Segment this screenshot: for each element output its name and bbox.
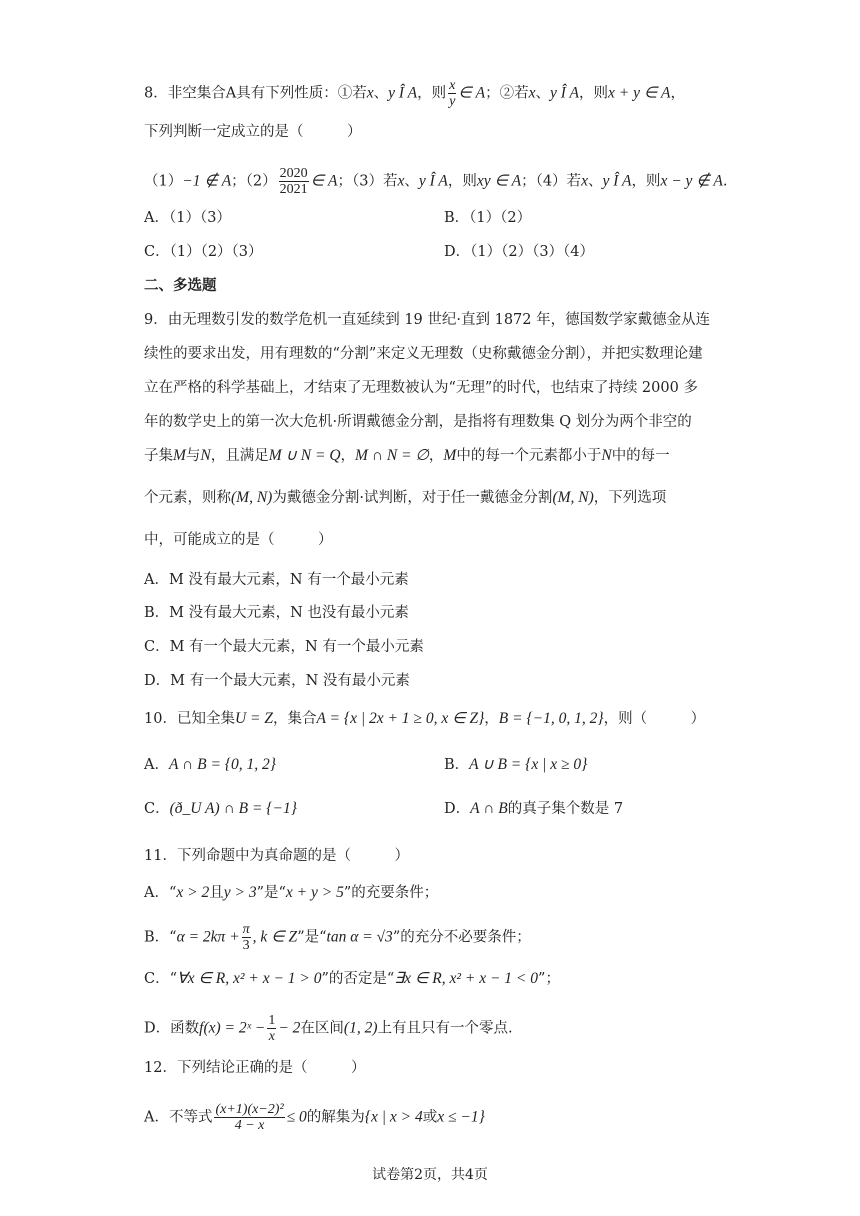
q9-option-d: D．M 有一个最大元素，N 没有最小元素 <box>144 673 410 689</box>
q8-option-a: A．（1）（3） <box>144 210 231 226</box>
q8-statements: （1）−1 ∉ A；（2） $\frac{2020}{2021}$ ∈ A；（3）若x、y Î A，则xy ∈ A；（4）若x、y Î A，则x − y ∉ A. <box>144 166 728 197</box>
q12-stem: 12．下列结论正确的是（ ） <box>144 1060 366 1076</box>
q8-option-c: C．（1）（2）（3） <box>144 244 263 260</box>
section-heading-multiple-choice: 二、多选题 <box>144 278 217 294</box>
q9-option-c: C．M 有一个最大元素，N 有一个最小元素 <box>144 639 424 655</box>
q11-option-a: A．“x > 2且y > 3”是“x + y > 5”的充要条件； <box>144 884 439 901</box>
fraction-2020-over-2021: $\frac{2020}{2021}$ <box>279 166 308 197</box>
page-footer: 试卷第2页，共4页 <box>372 1167 488 1183</box>
q11-stem: 11．下列命题中为真命题的是（ ） <box>144 848 409 864</box>
q10-stem: 10．已知全集U = Z，集合A = {x | 2x + 1 ≥ 0, x ∈ Z}，B = {−1, 0, 1, 2}，则（ ） <box>144 710 706 727</box>
fraction-pi-over-3: $\frac{\pi}{3}$ <box>242 922 250 953</box>
q12-option-a: A．不等式 $\frac{\text{(x+1)(x−2)²}}{4 - x}$ ≤ 0的解集为{x | x > 4或x ≤ −1} <box>144 1102 485 1133</box>
q11-option-d: D．函数f(x) = 2ˣ − $\frac{1}{x}$ − 2在区间(1, 2)上有且只有一个零点. <box>144 1013 513 1044</box>
q8-stem-line1: 8．非空集合A具有下列性质：①若x、y Î A，则 $\frac{x}{y}$ ∈ A；②若x、y Î A，则x + y ∈ A， <box>144 78 685 109</box>
fraction-inequality: $\frac{\text{(x+1)(x−2)²}}{4 - x}$ <box>215 1102 284 1133</box>
q9-option-a: A．M 没有最大元素，N 有一个最小元素 <box>144 572 409 588</box>
q9-line5: 子集M与N，且满足M ∪ N = Q，M ∩ N = ∅，M中的每一个元素都小于N中的每一 <box>144 447 670 464</box>
q10-option-b: B．A ∪ B = {x | x ≥ 0} <box>444 756 588 773</box>
q9-line6: 个元素，则称(M, N)为戴德金分割·试判断，对于任一戴德金分割(M, N)，下列选项 <box>144 489 667 506</box>
q9-option-b: B．M 没有最大元素，N 也没有最小元素 <box>144 605 409 621</box>
q9-line4: 年的数学史上的第一次大危机·所谓戴德金分割，是指将有理数集 Q 划分为两个非空的 <box>144 414 692 430</box>
fraction-1-over-x: $\frac{1}{x}$ <box>268 1013 276 1044</box>
q9-line1: 9．由无理数引发的数学危机一直延续到 19 世纪·直到 1872 年，德国数学家戴德金从连 <box>144 312 711 328</box>
fraction-x-over-y: $\frac{x}{y}$ <box>449 78 456 109</box>
q9-line3: 立在严格的科学基础上，才结束了无理数被认为“无理”的时代，也结束了持续 2000 多 <box>144 380 698 396</box>
q8-option-b: B．（1）（2） <box>444 210 532 226</box>
q11-option-b: B．“α = 2kπ + $\frac{\pi}{3}$ , k ∈ Z”是“tan α = √3”的充分不必要条件； <box>144 922 531 953</box>
q9-line2: 续性的要求出发，用有理数的“分割”来定义无理数（史称戴德金分割），并把实数理论建 <box>144 346 703 362</box>
q10-option-a: A．A ∩ B = {0, 1, 2} <box>144 756 276 773</box>
q10-option-c: C．(ð_U A) ∩ B = {−1} <box>144 800 297 817</box>
q11-option-c: C．“∀x ∈ R, x² + x − 1 > 0”的否定是“∃x ∈ R, x² + x − 1 < 0”； <box>144 970 560 987</box>
q8-option-d: D．（1）（2）（3）（4） <box>444 244 595 260</box>
q10-option-d: D．A ∩ B的真子集个数是 7 <box>444 800 624 817</box>
q9-line7: 中，可能成立的是（ ） <box>144 532 333 548</box>
q8-stem-line2: 下列判断一定成立的是（ ） <box>144 124 362 140</box>
